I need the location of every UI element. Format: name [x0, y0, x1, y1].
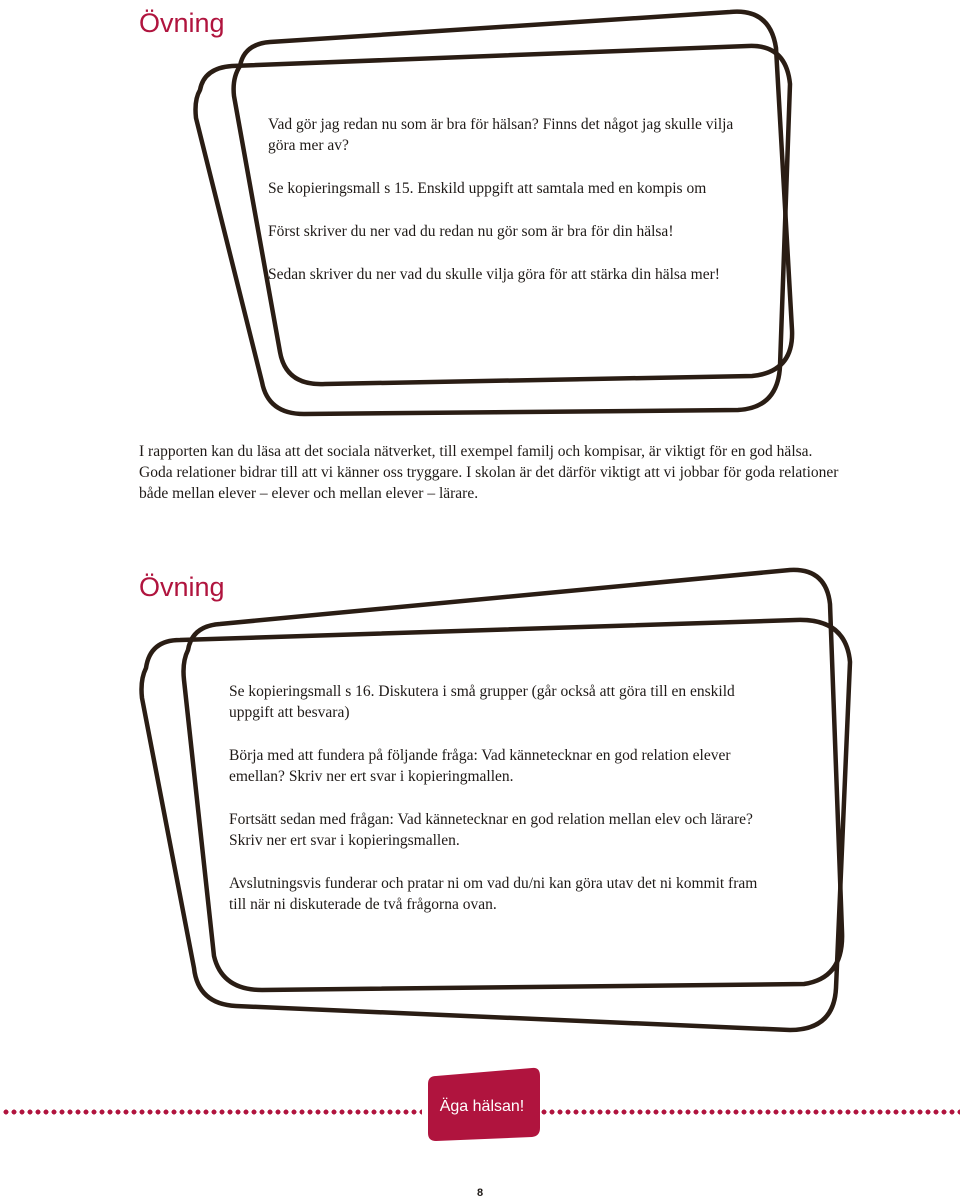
exercise2-question-1: Börja med att fundera på följande fråga: Vad kännetecknar en god relation elever emellan? Skriv ner ert svar i kopieringmallen. [229, 747, 731, 785]
exercise2-heading: Övning [139, 572, 225, 602]
exercise2-conclusion: Avslutningsvis funderar och pratar ni om vad du/ni kan göra utav det ni kommit fram till när ni diskuterade de två frågorna ovan. [229, 875, 758, 913]
page-number: 8 [476, 1187, 484, 1199]
exercise1-step-2: Sedan skriver du ner vad du skulle vilja göra för att stärka din hälsa mer! [268, 266, 720, 283]
exercise1-question: Vad gör jag redan nu som är bra för hälsan? Finns det något jag skulle vilja göra mer av? [268, 116, 734, 154]
intro-paragraph: I rapporten kan du läsa att det sociala nätverket, till exempel familj och kompisar, är viktigt för en god hälsa. Goda relationer bidrar till att vi känner oss tryggare. I skolan är det därför viktigt att vi jobbar för goda relationer både mellan elever – elever och mellan elever – lärare. [139, 443, 839, 502]
exercise1-step-1: Först skriver du ner vad du redan nu gör som är bra för din hälsa! [268, 223, 674, 240]
footer-tag-label: Äga hälsan! [439, 1098, 525, 1115]
exercise2-instruction: Se kopieringsmall s 16. Diskutera i små grupper (går också att göra till en enskild uppgift att besvara) [229, 683, 735, 721]
exercise1-heading: Övning [139, 8, 225, 38]
exercise2-question-2: Fortsätt sedan med frågan: Vad kännetecknar en god relation mellan elev och lärare? Skriv ner ert svar i kopieringsmallen. [229, 811, 753, 849]
exercise1-instruction: Se kopieringsmall s 15. Enskild uppgift att samtala med en kompis om [268, 180, 707, 197]
